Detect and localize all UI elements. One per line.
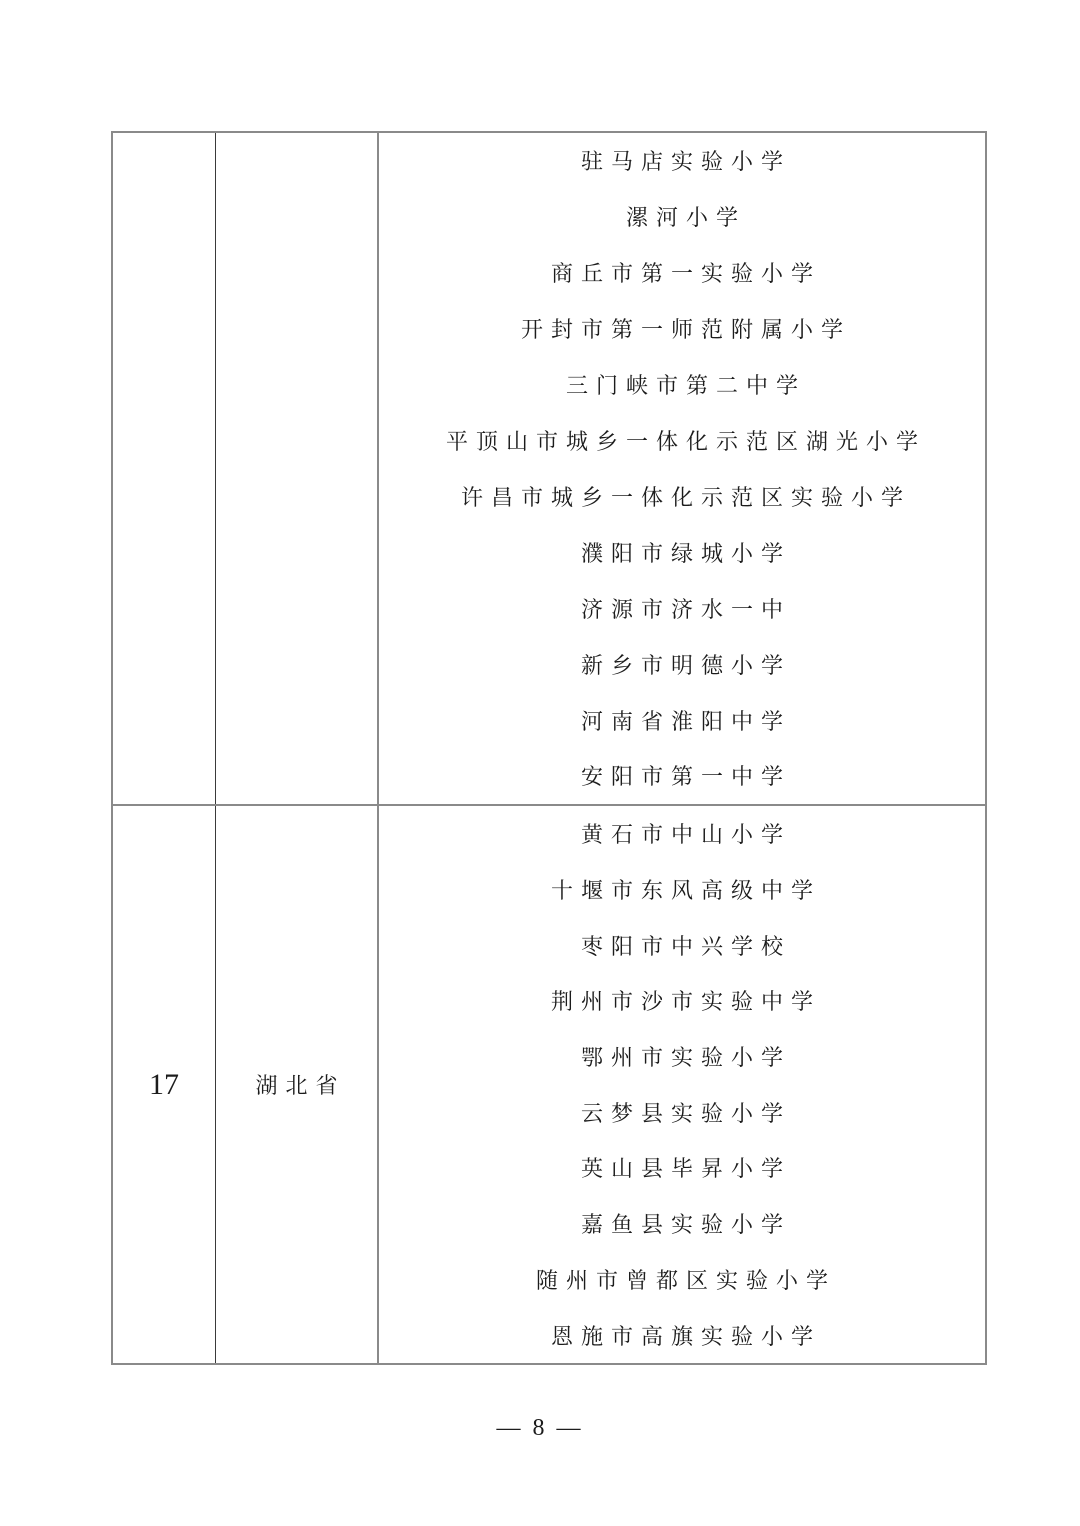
- school-name: 枣阳市中兴学校: [580, 933, 791, 959]
- cell-row-index: 17: [113, 806, 216, 1363]
- school-name: 新乡市明德小学: [580, 652, 791, 678]
- province-label: 湖北省: [255, 1073, 346, 1098]
- cell-province: [216, 133, 379, 804]
- school-name: 三门峡市第二中学: [565, 373, 806, 399]
- school-name: 黄石市中山小学: [580, 822, 791, 848]
- school-name: 河南省淮阳中学: [580, 708, 791, 734]
- cell-school-list: [379, 133, 985, 804]
- cell-row-index: [113, 133, 216, 804]
- school-name: 商丘市第一实验小学: [550, 261, 821, 287]
- school-name: 济源市济水一中: [580, 596, 791, 622]
- school-name: 英山县毕昇小学: [580, 1156, 791, 1182]
- school-name: 濮阳市绿城小学: [580, 540, 791, 566]
- school-name: 许昌市城乡一体化示范区实验小学: [460, 484, 911, 510]
- page-number: — 8 —: [496, 1415, 584, 1441]
- school-name: 漯河小学: [625, 205, 746, 231]
- school-name: 嘉鱼县实验小学: [580, 1212, 791, 1238]
- school-name: 十堰市东风高级中学: [550, 878, 821, 904]
- school-name: 荆州市沙市实验中学: [550, 989, 821, 1015]
- school-list-table: [111, 131, 987, 1365]
- school-name: 鄂州市实验小学: [580, 1045, 791, 1071]
- school-name: 安阳市第一中学: [580, 764, 791, 790]
- school-name: 云梦县实验小学: [580, 1100, 791, 1126]
- school-name: 平顶山市城乡一体化示范区湖光小学: [445, 428, 926, 454]
- school-name: 随州市曾都区实验小学: [535, 1267, 836, 1293]
- cell-school-list: [379, 806, 985, 1363]
- school-name: 开封市第一师范附属小学: [520, 317, 851, 343]
- school-name: 驻马店实验小学: [580, 149, 791, 175]
- table-row-henan-continuation: [113, 133, 985, 804]
- school-name: 恩施市高旗实验小学: [550, 1323, 821, 1349]
- table-row-hubei: [113, 804, 985, 1363]
- cell-province: [216, 806, 379, 1363]
